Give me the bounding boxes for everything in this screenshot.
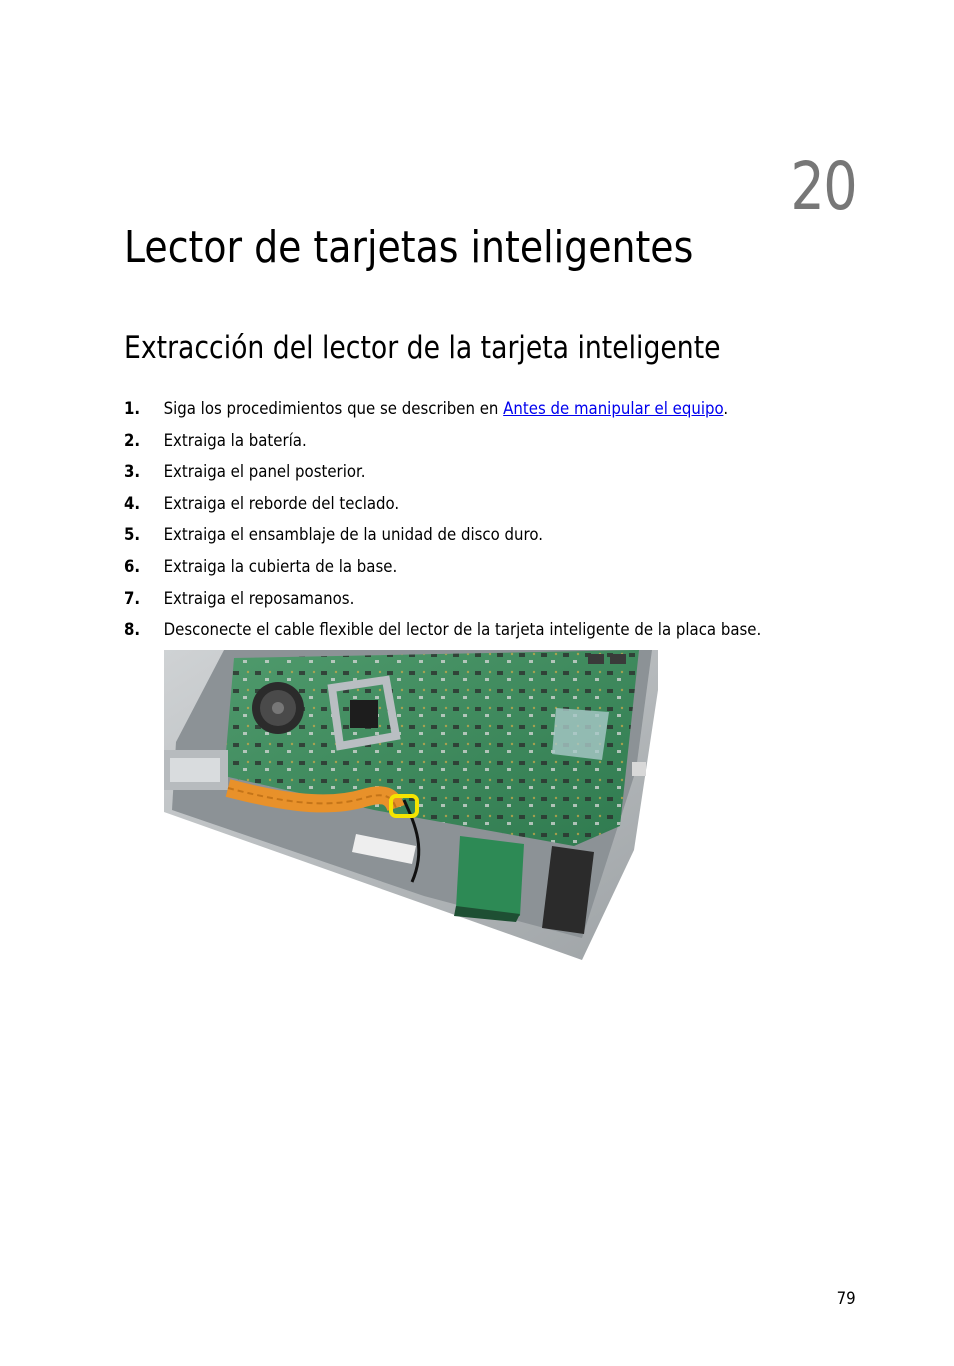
step-number: 4. <box>124 493 141 514</box>
step-4 <box>124 492 761 524</box>
procedure-steps <box>124 397 848 650</box>
step-text: Extraiga el panel posterior. <box>163 462 366 483</box>
before-working-link[interactable]: Antes de manipular el equipo <box>503 399 724 419</box>
chapter-title: Lector de tarjetas inteligentes <box>124 222 694 273</box>
step-text: Siga los procedimientos que se describen en <box>163 399 504 419</box>
section-title: Extracción del lector de la tarjeta inteligente <box>124 330 721 366</box>
step-number: 2. <box>124 430 141 451</box>
step-text: Extraiga el reborde del teclado. <box>163 493 400 514</box>
chapter-number: 20 <box>790 148 856 225</box>
step-text: Extraiga la batería. <box>163 430 307 451</box>
step-6 <box>124 555 761 587</box>
step-8 <box>124 618 761 650</box>
step-text-end: . <box>723 399 729 419</box>
motherboard-photo <box>164 650 658 960</box>
step-1 <box>124 397 761 429</box>
smart-card-reader-board <box>456 836 524 916</box>
step-number: 8. <box>124 620 141 641</box>
step-text: Desconecte el cable flexible del lector de la tarjeta inteligente de la placa base. <box>163 620 762 641</box>
step-text: Extraiga la cubierta de la base. <box>163 556 398 577</box>
step-5 <box>124 523 761 555</box>
step-number: 7. <box>124 588 141 609</box>
step-7 <box>124 587 761 619</box>
step-text: Extraiga el reposamanos. <box>163 588 355 609</box>
step-number: 1. <box>124 399 141 419</box>
page-number: 79 <box>836 1289 856 1309</box>
step-2 <box>124 429 761 461</box>
step-3 <box>124 460 761 492</box>
step-number: 5. <box>124 525 141 546</box>
metal-shield <box>552 708 609 760</box>
step-text: Extraiga el ensamblaje de la unidad de disco duro. <box>163 525 543 546</box>
step-number: 3. <box>124 462 141 483</box>
step-number: 6. <box>124 556 141 577</box>
